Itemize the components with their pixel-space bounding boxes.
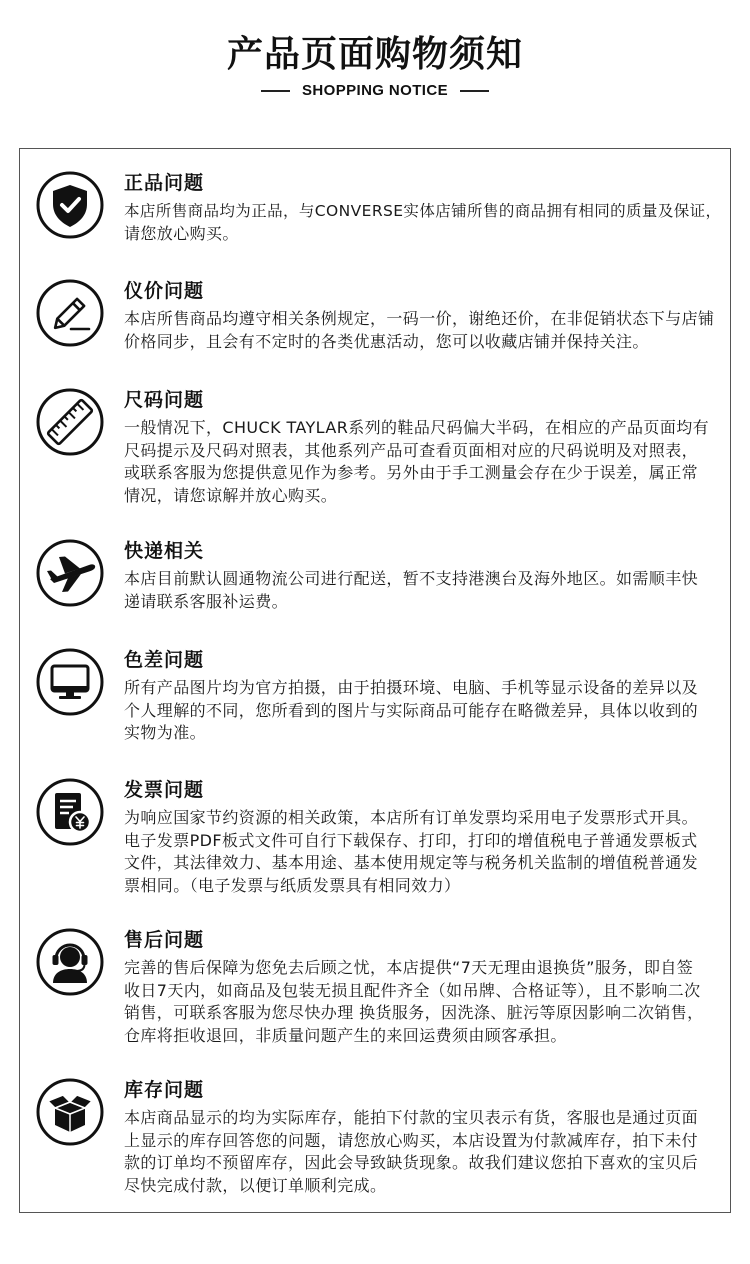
- section-body: [124, 308, 728, 353]
- section-title: 售后问题: [124, 929, 205, 951]
- section-line: 尺码提示及尺码对照表，其他系列产品可查看页面相对应的尺码说明及对照表，: [124, 440, 699, 460]
- section-line: 收日7天内，如商品及包装无损且配件齐全（如吊牌、合格证等），且不影响二次: [124, 980, 701, 1000]
- section-body: [124, 807, 728, 897]
- ruler-icon: [35, 387, 105, 457]
- section-line: 完善的售后保障为您免去后顾之忧，本店提供“7天无理由退换货”服务，即自签: [124, 958, 694, 977]
- section-line: 仓库将拒收退回，非质量问题产生的来回运费须由顾客承担。: [124, 1025, 567, 1045]
- section-inventory: [0, 1077, 750, 1197]
- section-authentic-goods: [0, 170, 750, 290]
- section-title: 尺码问题: [124, 389, 205, 411]
- section-line: 实物为准。: [124, 723, 207, 742]
- section-pricing: [0, 278, 750, 398]
- section-title: 正品问题: [124, 172, 205, 194]
- section-line: 文件，其法律效力、基本用途、基本使用规定等与税务机关监制的增值税普通发: [124, 853, 699, 872]
- pencil-icon: [35, 278, 105, 348]
- section-body: [124, 568, 728, 613]
- subtitle-row: [0, 81, 750, 101]
- section-line: 电子发票PDF板式文件可自行下载保存、打印，打印的增值税电子普通发票板式: [124, 830, 698, 850]
- section-sizing: [0, 387, 750, 507]
- section-body: [124, 417, 728, 507]
- section-line: 价格同步，且会有不定时的各类优惠活动，您可以收藏店铺并保持关注。: [124, 331, 649, 351]
- section-line: 款的订单均不预留库存，因此会导致缺货现象。故我们建议您拍下喜欢的宝贝后: [124, 1153, 699, 1172]
- section-line: 本店目前默认圆通物流公司进行配送，暂不支持港澳台及海外地区。如需顺丰快: [124, 569, 699, 588]
- section-body: [124, 677, 728, 745]
- section-title: 色差问题: [124, 649, 205, 671]
- section-after-sales: [0, 927, 750, 1047]
- section-line: 尽快完成付款，以便订单顺利完成。: [124, 1175, 387, 1195]
- airplane-icon: [35, 538, 105, 608]
- monitor-icon: [35, 647, 105, 717]
- page-subtitle: SHOPPING NOTICE: [301, 82, 449, 99]
- section-line: 本店所售商品均为正品，与CONVERSE实体店铺所售的商品拥有相同的质量及保证，: [124, 202, 722, 220]
- section-line: 票相同。（电子发票与纸质发票具有相同效力）: [124, 875, 461, 895]
- section-line: 情况，请您谅解并放心购买。: [124, 485, 338, 505]
- section-line: 或联系客服为您提供意见作为参考。另外由于手工测量会存在少于误差，属正常: [124, 463, 699, 482]
- section-body: [124, 200, 728, 245]
- section-line: 本店所售商品均遵守相关条例规定，一码一价，谢绝还价，在非促销状态下与店铺: [124, 309, 715, 328]
- section-line: 为响应国家节约资源的相关政策，本店所有订单发票均采用电子发票形式开具。: [124, 808, 699, 827]
- section-title: 仪价问题: [124, 280, 205, 302]
- section-line: 本店商品显示的均为实际库存，能拍下付款的宝贝表示有货，客服也是通过页面: [124, 1108, 699, 1127]
- section-title: 库存问题: [124, 1079, 205, 1101]
- section-line: 递请联系客服补运费。: [124, 591, 289, 611]
- shield-check-icon: [35, 170, 105, 240]
- section-line: 销售，可联系客服为您尽快办理 换货服务，因洗涤、脏污等原因影响二次销售，: [124, 1003, 704, 1022]
- page-title: 产品页面购物须知: [226, 34, 523, 75]
- section-line: 上显示的库存回答您的问题，请您放心购买，本店设置为付款减库存，拍下未付: [124, 1130, 699, 1150]
- box-icon: [35, 1077, 105, 1147]
- subtitle-dash-right: [460, 90, 489, 92]
- section-body: [124, 957, 728, 1047]
- section-line: 一般情况下，CHUCK TAYLAR系列的鞋品尺码偏大半码，在相应的产品页面均有: [124, 418, 710, 437]
- section-shipping: [0, 538, 750, 658]
- section-title: 发票问题: [124, 779, 205, 801]
- customer-service-icon: [35, 927, 105, 997]
- section-line: 请您放心购买。: [124, 223, 239, 243]
- invoice-icon: [35, 777, 105, 847]
- subtitle-dash-left: [261, 90, 290, 92]
- section-line: 个人理解的不同，您所看到的图片与实际商品可能存在略微差异，具体以收到的: [124, 700, 699, 720]
- section-body: [124, 1107, 728, 1197]
- section-invoice: [0, 777, 750, 897]
- section-color-difference: [0, 647, 750, 767]
- section-title: 快递相关: [124, 540, 205, 562]
- section-line: 所有产品图片均为官方拍摄，由于拍摄环境、电脑、手机等显示设备的差异以及: [124, 678, 699, 697]
